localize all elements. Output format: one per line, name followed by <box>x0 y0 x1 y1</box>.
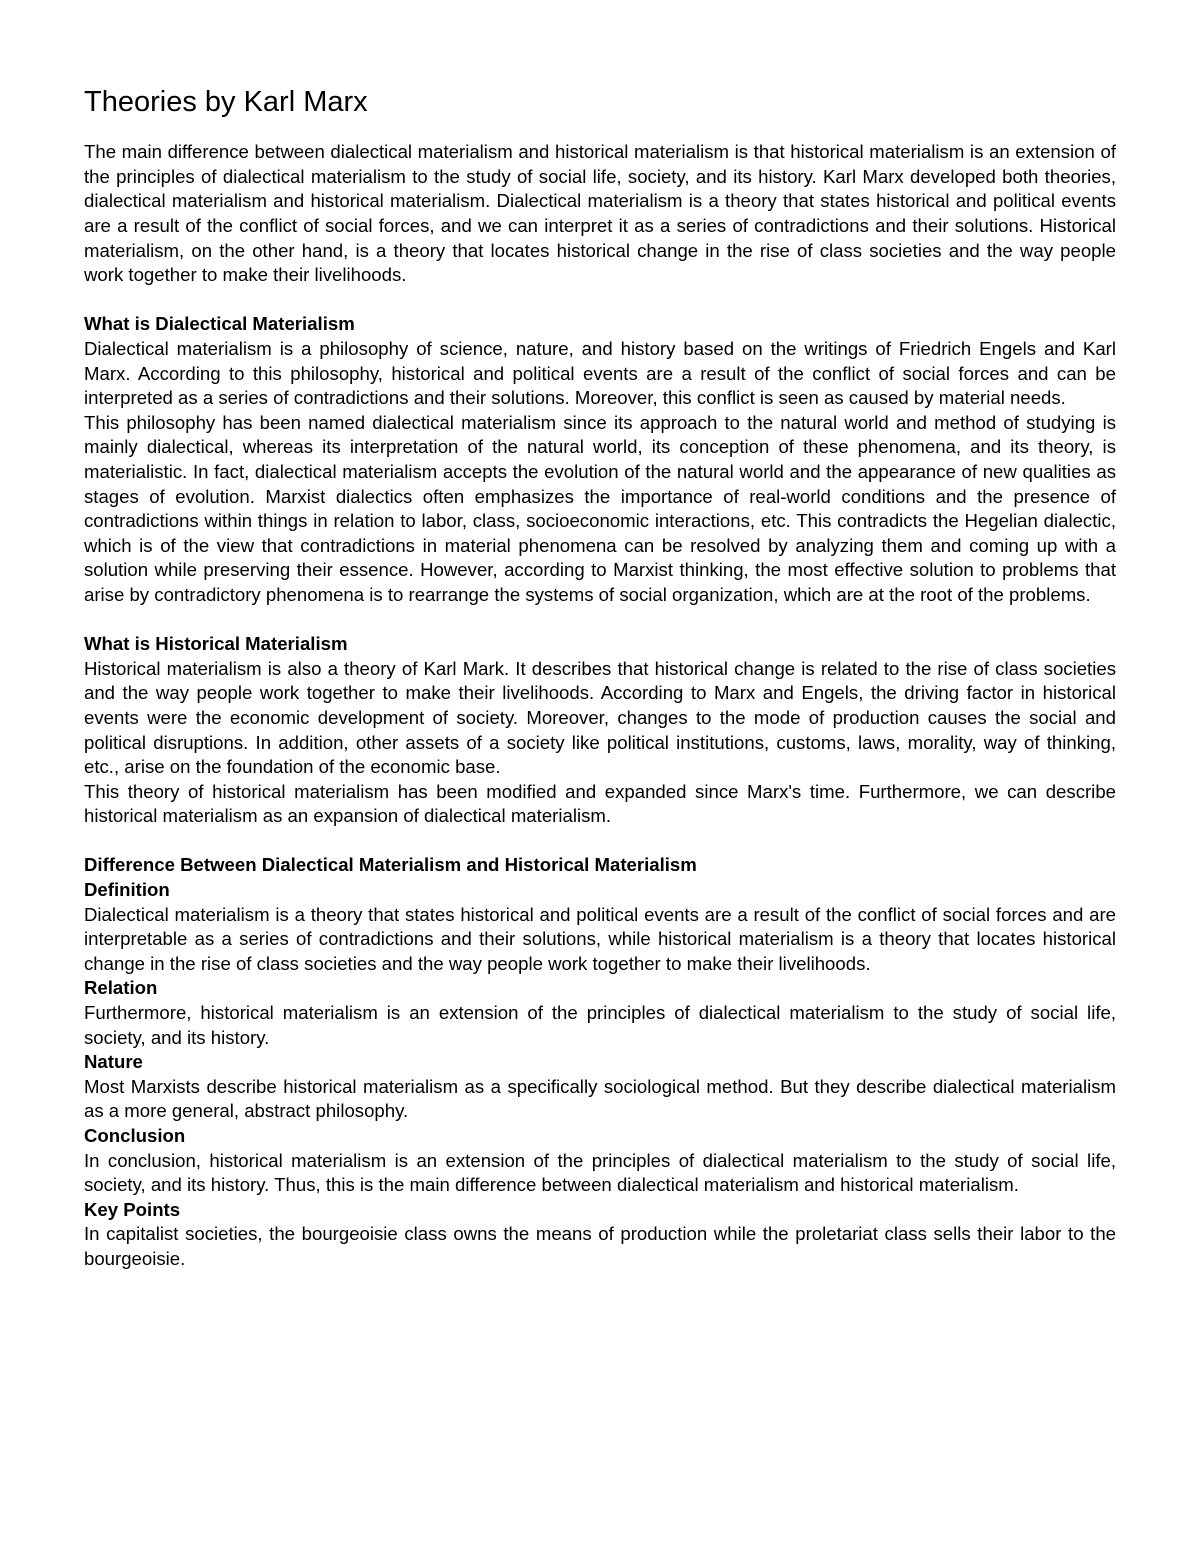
dialectical-heading: What is Dialectical Materialism <box>84 313 355 335</box>
nature-heading: Nature <box>84 1051 143 1073</box>
relation-heading: Relation <box>84 977 158 999</box>
definition-heading: Definition <box>84 879 170 901</box>
spacer <box>84 608 1116 633</box>
historical-paragraph-2: This theory of historical materialism has been modified and expanded since Marx's time. Furthermore, we can describe historical materialism as an expansion of dialectical materialism. <box>84 780 1116 827</box>
relation-text: Furthermore, historical materialism is an extension of the principles of dialectical materialism to the study of social life, society, and its history. <box>84 1002 1116 1048</box>
conclusion-heading: Conclusion <box>84 1125 186 1146</box>
key-points-text: In capitalist societies, the bourgeoisie class owns the means of production while the proletariat class sells their labor to the bourgeoisie. <box>84 1223 1116 1269</box>
intro-paragraph: The main difference between dialectical materialism and historical materialism is that historical materialism is an extension of the principles of dialectical materialism to the study of social life, society, and its history. Karl Marx developed both theories, dialectical materialism and historical materialism. Dialectical materialism is a theory that states historical and political events are a result of the conflict of social forces, and we can interpret it as a series of contradictions and their solutions. Historical materialism, on the other hand, is a theory that locates historical change in the rise of class societies and the way people work together to make their livelihoods. <box>84 141 1116 286</box>
historical-paragraph-1: Historical materialism is also a theory of Karl Mark. It describes that historical change is related to the rise of class societies and the way people work together to make their livelihoods. According to Marx and Engels, the driving factor in historical events were the economic development of society. Moreover, changes to the mode of production causes the social and political disruptions. In addition, other assets of a society like political institutions, customs, laws, morality, way of thinking, etc., arise on the foundation of the economic base. <box>84 657 1116 778</box>
definition-text: Dialectical materialism is a theory that states historical and political events are a result of the conflict of social forces and are interpretable as a series of contradictions and their solutions, while historical materialism is a theory that locates historical change in the rise of class societies and the way people work together to make their livelihoods. <box>84 903 1116 974</box>
nature-text: Most Marxists describe historical materialism as a specifically sociological method. But they describe dialectical materialism as a more general, abstract philosophy. <box>84 1075 1116 1122</box>
difference-heading: Difference Between Dialectical Materialism and Historical Materialism <box>84 854 697 876</box>
historical-heading: What is Historical Materialism <box>84 633 348 655</box>
dialectical-paragraph-1: Dialectical materialism is a philosophy of science, nature, and history based on the writings of Friedrich Engels and Karl Marx. According to this philosophy, historical and political events are a result of the conflict of social forces and can be interpreted as a series of contradictions and their solutions. Moreover, this conflict is seen as caused by material needs. <box>84 338 1116 409</box>
document-page <box>84 84 1116 1272</box>
conclusion-text: In conclusion, historical materialism is an extension of the principles of dialectical materialism to the study of social life, society, and its history. Thus, this is the main difference between dialectical materialism and historical materialism. <box>84 1149 1116 1196</box>
spacer <box>84 829 1116 854</box>
spacer <box>84 288 1116 313</box>
document-title: Theories by Karl Marx <box>84 86 368 118</box>
key-points-heading: Key Points <box>84 1198 181 1220</box>
dialectical-paragraph-2: This philosophy has been named dialectical materialism since its approach to the natural world and method of studying is mainly dialectical, whereas its interpretation of the natural world, its conception of these phenomena, and its theory, is materialistic. In fact, dialectical materialism accepts the evolution of the natural world and the appearance of new qualities as stages of evolution. Marxist dialectics often emphasizes the importance of real-world conditions and the presence of contradictions within things in relation to labor, class, socioeconomic interactions, etc. This contradicts the Hegelian dialectic, which is of the view that contradictions in material phenomena can be resolved by analyzing them and coming up with a solution while preserving their essence. However, according to Marxist thinking, the most effective solution to problems that arise by contradictory phenomena is to rearrange the systems of social organization, which are at the root of the problems. <box>84 411 1116 605</box>
